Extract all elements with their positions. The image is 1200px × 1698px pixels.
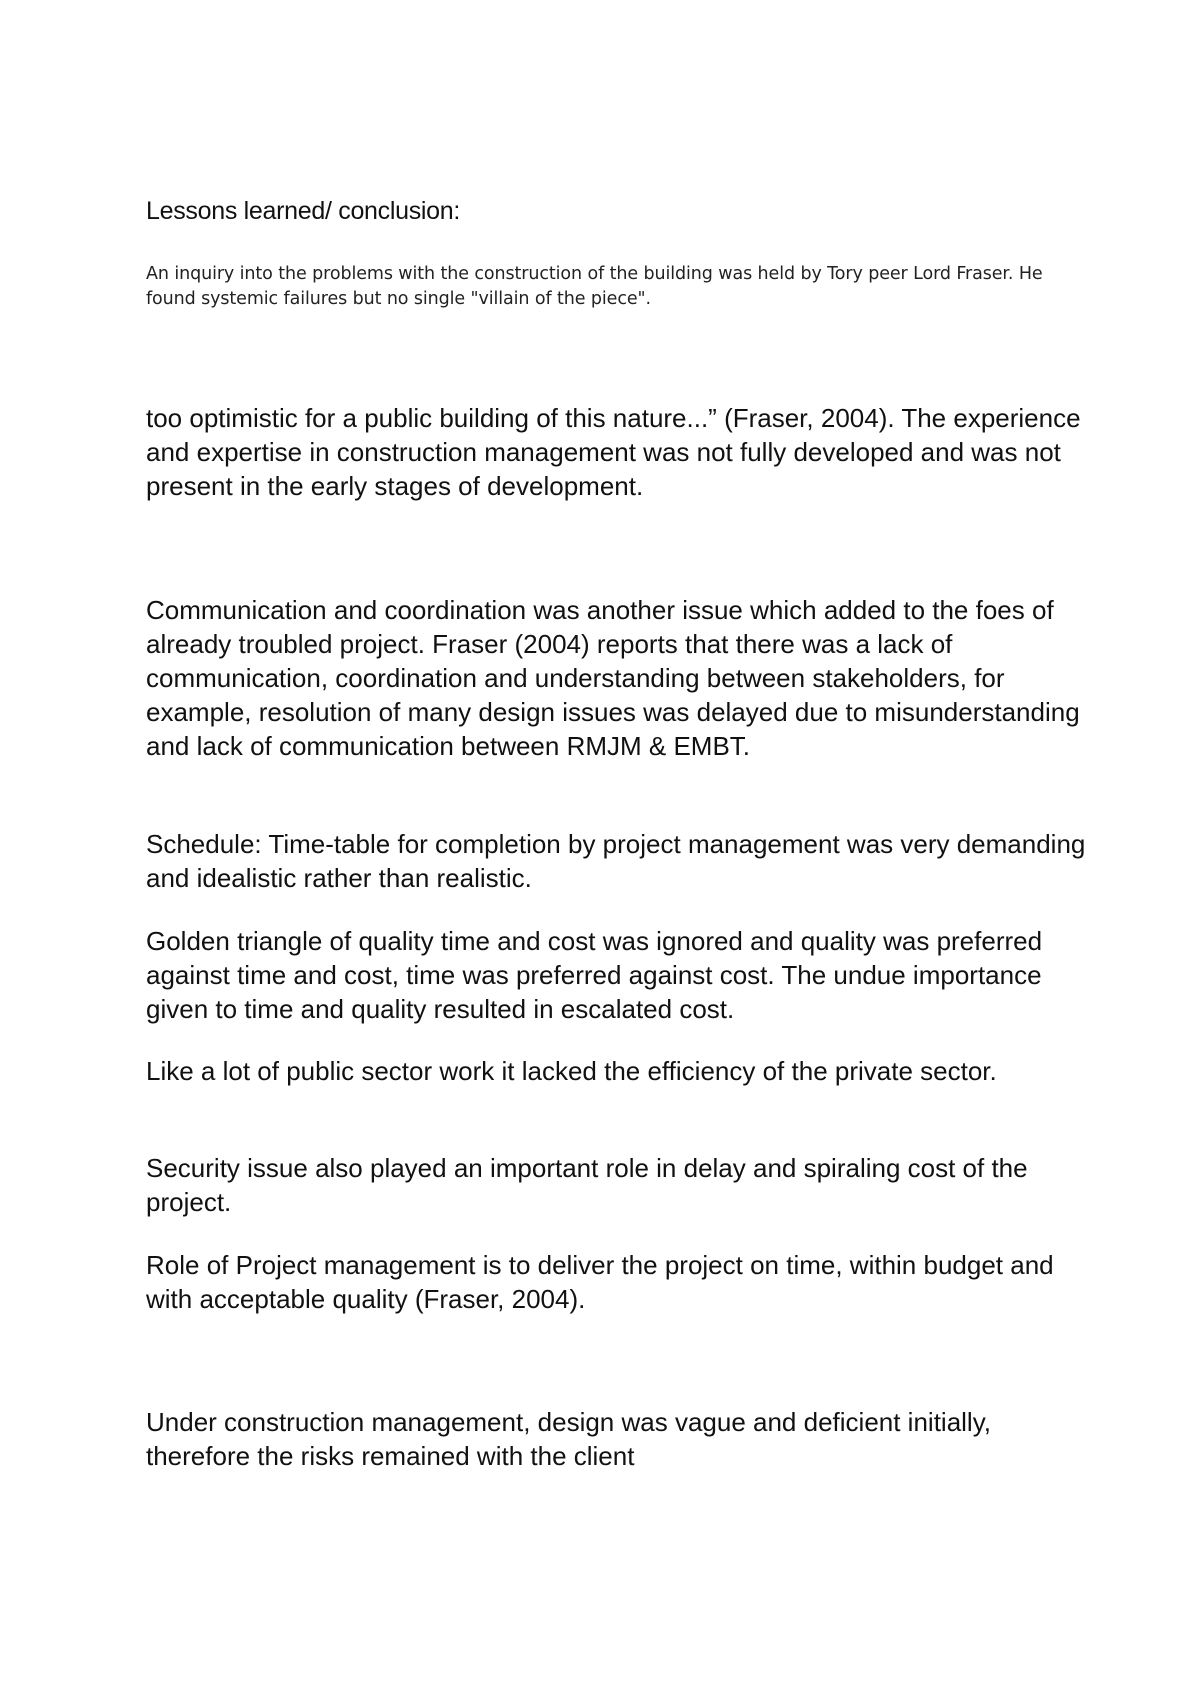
paragraph-schedule: Schedule: Time-table for completion by project management was very demanding and idealistic rather than realistic. bbox=[146, 829, 1086, 893]
paragraph-communication: Communication and coordination was another issue which added to the foes of already troubled project. Fraser (2004) reports that there was a lack of communication, coordination and understanding between stakeholders, for example, resolution of many design issues was delayed due to misunderstanding and lack of communication between RMJM & EMBT. bbox=[146, 595, 1080, 761]
paragraph-golden-triangle: Golden triangle of quality time and cost was ignored and quality was preferred against time and cost, time was preferred against cost. The undue importance given to time and quality resulted in escalated cost. bbox=[146, 926, 1043, 1024]
paragraph-construction-management: Under construction management, design was vague and deficient initially, therefore the risks remained with the client bbox=[146, 1407, 991, 1471]
paragraph-public-sector: Like a lot of public sector work it lacked the efficiency of the private sector. bbox=[146, 1056, 997, 1086]
paragraph-security: Security issue also played an important role in delay and spiraling cost of the project. bbox=[146, 1153, 1028, 1217]
section-heading: Lessons learned/ conclusion: bbox=[146, 197, 461, 225]
paragraph-role-of-pm: Role of Project management is to deliver the project on time, within budget and with acceptable quality (Fraser, 2004). bbox=[146, 1250, 1054, 1314]
intro-paragraph: An inquiry into the problems with the construction of the building was held by Tory peer Lord Fraser. He found systemic failures but no single "villain of the piece". bbox=[146, 264, 1043, 309]
paragraph-expertise: too optimistic for a public building of this nature...” (Fraser, 2004). The experience and expertise in construction management was not fully developed and was not present in the early stages of development. bbox=[146, 403, 1081, 501]
